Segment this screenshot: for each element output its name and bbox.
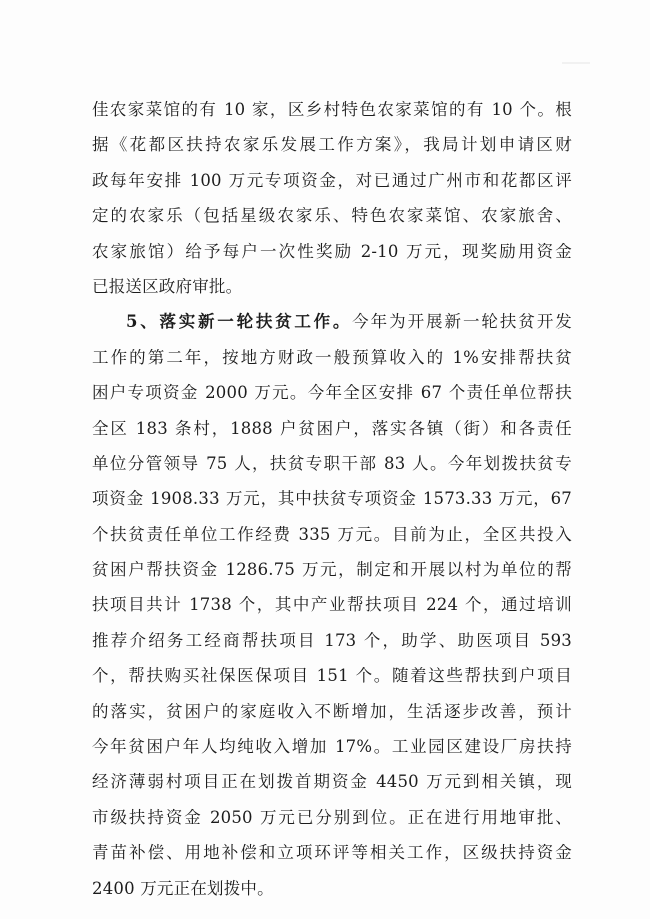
text-line: 经济薄弱村项目正在划拨首期资金 4450 万元到相关镇，现	[92, 772, 572, 792]
text-line: 定的农家乐（包括星级农家乐、特色农家菜馆、农家旅舍、	[92, 206, 572, 226]
text-line: 个扶贫责任单位工作经费 335 万元。目前为止，全区共投入	[92, 524, 572, 544]
section-heading: 5、落实新一轮扶贫工作。	[126, 312, 353, 332]
scan-mark	[562, 62, 590, 64]
text-line: 据《花都区扶持农家乐发展工作方案》，我局计划申请区财	[92, 135, 572, 155]
text-line: 单位分管领导 75 人，扶贫专职干部 83 人。今年划拨扶贫专	[92, 453, 572, 473]
text-line: 2400 万元正在划拨中。	[92, 878, 274, 898]
text-line: 项资金 1908.33 万元，其中扶贫专项资金 1573.33 万元，67	[92, 489, 572, 509]
text-line: 个，帮扶购买社保医保项目 151 个。随着这些帮扶到户项目	[92, 666, 572, 686]
text-line: 工作的第二年，按地方财政一般预算收入的 1%安排帮扶贫	[92, 347, 572, 367]
document-body	[92, 92, 572, 906]
section-heading-line	[92, 304, 572, 339]
text-line: 已报送区政府审批。	[92, 276, 243, 296]
text-line: 佳农家菜馆的有 10 家，区乡村特色农家菜馆的有 10 个。根	[92, 100, 572, 119]
text-line: 困户专项资金 2000 万元。今年全区安排 67 个责任单位帮扶	[92, 383, 572, 403]
text-line: 全区 183 条村，1888 户贫困户，落实各镇（街）和各责任	[92, 418, 572, 438]
text-span: 今年为开展新一轮扶贫开发	[352, 312, 572, 332]
text-line: 今年贫困户年人均纯收入增加 17%。工业园区建设厂房扶持	[92, 737, 572, 757]
text-line: 推荐介绍务工经商帮扶项目 173 个，助学、助医项目 593	[92, 630, 572, 650]
text-line: 青苗补偿、用地补偿和立项环评等相关工作，区级扶持资金	[92, 843, 572, 863]
text-line: 扶项目共计 1738 个，其中产业帮扶项目 224 个，通过培训	[92, 595, 572, 615]
text-line: 政每年安排 100 万元专项资金，对已通过广州市和花都区评	[92, 170, 572, 190]
text-line: 农家旅馆）给予每户一次性奖励 2-10 万元，现奖励用资金	[92, 241, 572, 261]
text-line: 市级扶持资金 2050 万元已分别到位。正在进行用地审批、	[92, 807, 572, 827]
text-line: 的落实，贫困户的家庭收入不断增加，生活逐步改善，预计	[92, 701, 572, 721]
text-line: 贫困户帮扶资金 1286.75 万元，制定和开展以村为单位的帮	[92, 560, 572, 580]
